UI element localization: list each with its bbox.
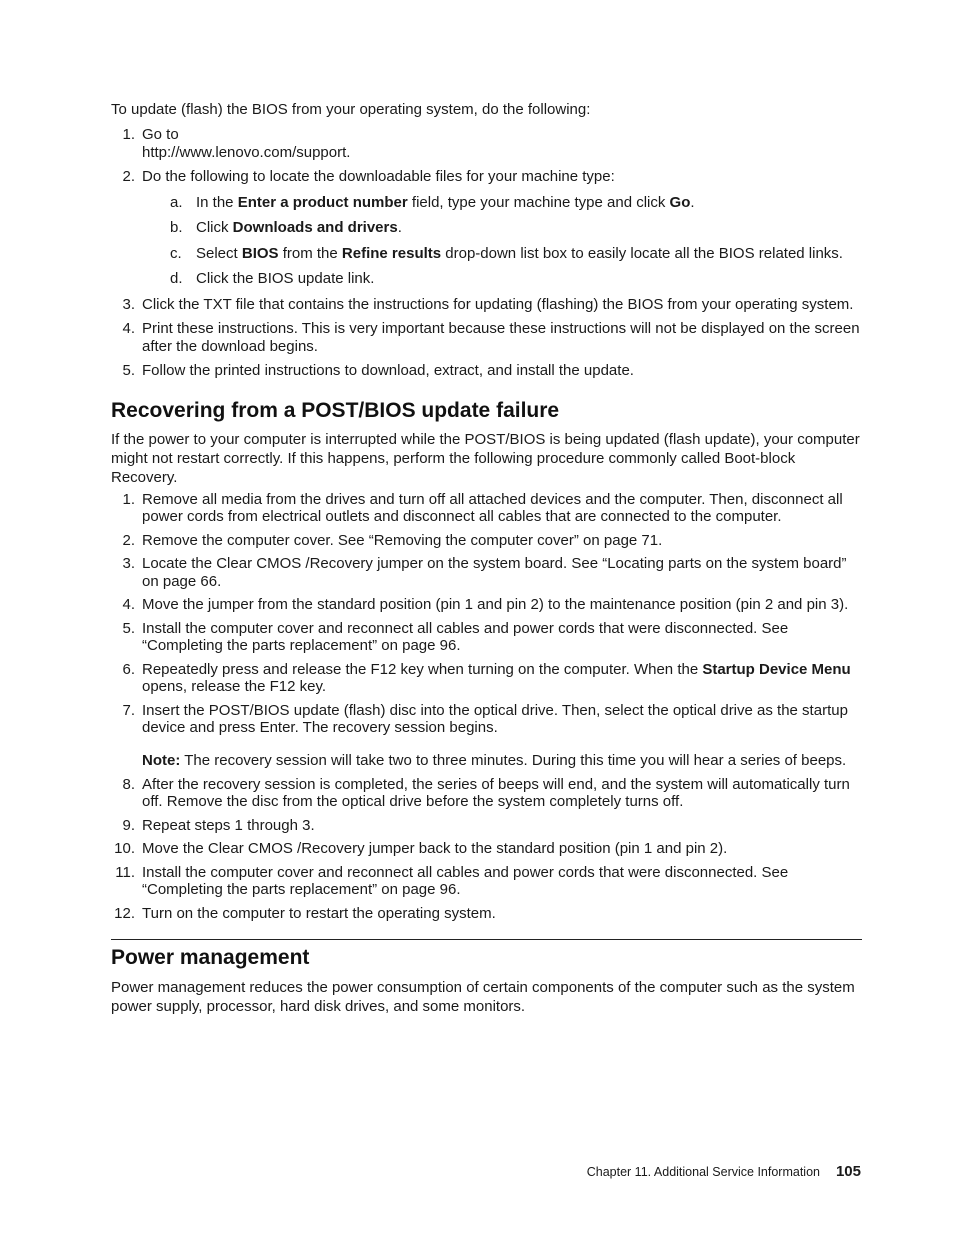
list-item-text	[142, 532, 662, 549]
list-item-text	[142, 555, 847, 590]
list-number: 1.	[122, 490, 135, 508]
list-item-text	[142, 168, 615, 185]
list-item	[111, 491, 862, 526]
bold-term: Downloads and drivers	[232, 219, 398, 236]
text-run: from the	[278, 244, 342, 262]
text-run: In the	[196, 193, 238, 211]
text-run: field, type your machine type and click	[407, 193, 670, 211]
list-item	[111, 817, 862, 835]
list-item-text	[142, 776, 850, 811]
list-number: 2.	[122, 168, 135, 185]
bold-term: Go	[669, 193, 691, 211]
note-label: Note:	[142, 751, 181, 769]
list-item	[142, 245, 862, 263]
sub-list	[142, 194, 862, 288]
list-item-text	[142, 661, 851, 696]
text-run: Repeatedly press and release the F12 key when turning on the computer. When the	[142, 660, 703, 678]
list-number: 5.	[122, 619, 135, 637]
note	[142, 752, 862, 770]
list-item-text	[196, 245, 843, 262]
list-item-text	[142, 905, 496, 922]
text-run: .	[690, 193, 695, 211]
document-page	[111, 101, 862, 1020]
list-item	[111, 776, 862, 811]
text-run: Repeat steps 1 through 3.	[142, 816, 315, 834]
recovery-intro: If the power to your computer is interrupted while the POST/BIOS is being updated (flash update), your computer might not restart correctly. If this happens, perform the following procedure commonly called Boot-block Recovery.	[111, 430, 860, 486]
text-run: Do the following to locate the downloadable files for your machine type:	[142, 168, 615, 185]
recovery-heading: Recovering from a POST/BIOS update failure	[111, 398, 560, 422]
recovery-steps-list	[111, 491, 862, 923]
text-run: Turn on the computer to restart the operating system.	[142, 904, 496, 922]
list-item-text	[142, 491, 843, 526]
list-number: 2.	[122, 531, 135, 549]
text-run: Move the jumper from the standard position (pin 1 and pin 2) to the maintenance position (pin 2 and pin 3).	[142, 596, 849, 613]
list-item	[111, 320, 862, 355]
list-number: 8.	[122, 775, 135, 793]
text-run: http://www.lenovo.com/support.	[142, 143, 351, 161]
list-item-text	[142, 596, 848, 613]
text-run: Go to	[142, 126, 179, 143]
list-item-text	[142, 817, 315, 834]
text-run: Move the Clear CMOS /Recovery jumper back to the standard position (pin 1 and pin 2).	[142, 840, 728, 857]
section-divider	[111, 939, 862, 940]
list-number: 7.	[122, 701, 135, 719]
intro-text: To update (flash) the BIOS from your operating system, do the following:	[111, 101, 591, 118]
footer-chapter: Chapter 11. Additional Service Information	[586, 1165, 820, 1179]
list-item-text	[142, 864, 788, 899]
list-number: 3.	[122, 295, 135, 313]
list-item-text	[196, 194, 695, 211]
list-item	[142, 270, 862, 288]
list-number: 5.	[122, 362, 135, 379]
text-run: .	[397, 219, 402, 236]
list-item-text	[196, 270, 374, 287]
text-run: Remove all media from the drives and turn off all attached devices and the computer. Then, disconnect all power cords from electrical outlets and disconnect all cables that are connected to the computer.	[142, 490, 843, 525]
text-run: Click the TXT file that contains the instructions for updating (flashing) the BIOS from your operating system.	[142, 295, 854, 313]
list-number: 1.	[122, 126, 135, 143]
list-item	[111, 362, 862, 380]
power-heading: Power management	[111, 946, 310, 969]
note-text: The recovery session will take two to three minutes. During this time you will hear a series of beeps.	[180, 751, 847, 769]
list-number: 9.	[122, 816, 135, 834]
text-run: Print these instructions. This is very important because these instructions will not be displayed on the screen after the download begins.	[142, 320, 860, 355]
bold-term: BIOS	[241, 244, 279, 262]
text-run: Follow the printed instructions to download, extract, and install the update.	[142, 362, 634, 379]
list-item-text	[142, 320, 860, 355]
list-number: 11.	[115, 863, 135, 881]
list-item	[111, 532, 862, 550]
page-footer	[587, 1163, 861, 1180]
list-number: b.	[170, 219, 183, 236]
text-run: After the recovery session is completed, the series of beeps will end, and the system will automatically turn off. Remove the disc from the optical drive before the system completely turns off.	[142, 775, 850, 810]
text-run: Select	[196, 244, 242, 262]
list-item	[111, 126, 862, 161]
list-item-text	[142, 126, 350, 161]
list-item-text	[142, 296, 853, 313]
list-item-text	[142, 840, 727, 857]
list-item	[111, 661, 862, 696]
list-item	[111, 296, 862, 314]
list-number: 12.	[114, 904, 135, 922]
text-run: opens, release the F12 key.	[142, 678, 326, 695]
list-item	[111, 840, 862, 858]
list-number: 4.	[122, 320, 135, 337]
bold-term: Refine results	[341, 244, 442, 262]
text-run: Remove the computer cover. See “Removing the computer cover” on page 71.	[142, 531, 663, 549]
list-item-text	[196, 219, 402, 236]
bold-term: Enter a product number	[237, 193, 408, 211]
flash-steps-list	[111, 126, 862, 380]
list-number: d.	[170, 270, 183, 287]
list-item	[142, 194, 862, 212]
list-number: c.	[170, 244, 182, 262]
text-run: Insert the POST/BIOS update (flash) disc into the optical drive. Then, select the optical drive as the startup device and press Enter. The recovery session begins.	[142, 701, 848, 736]
list-number: 10.	[114, 840, 135, 857]
bold-term: Startup Device Menu	[702, 660, 851, 678]
list-item	[111, 702, 862, 770]
list-number: a.	[170, 193, 183, 211]
power-text: Power management reduces the power consumption of certain components of the computer such as the system power supply, processor, hard disk drives, and some monitors.	[111, 979, 855, 1015]
list-item-text	[142, 362, 634, 379]
page-number: 105	[835, 1163, 861, 1180]
list-item	[111, 555, 862, 590]
list-number: 4.	[122, 596, 135, 613]
list-item	[111, 905, 862, 923]
text-run: Click the BIOS update link.	[196, 270, 375, 287]
list-item	[142, 219, 862, 237]
list-item	[111, 620, 862, 655]
text-run: Install the computer cover and reconnect all cables and power cords that were disconnected. See “Completing the parts replacement” on page 96.	[142, 863, 789, 898]
list-item	[111, 864, 862, 899]
list-item	[111, 168, 862, 288]
list-item	[111, 596, 862, 614]
list-item-text	[142, 620, 788, 655]
text-run: Locate the Clear CMOS /Recovery jumper on the system board. See “Locating parts on the system board” on page 66.	[142, 555, 847, 590]
list-number: 6.	[122, 660, 135, 678]
text-run: Click	[196, 219, 233, 236]
list-number: 3.	[122, 555, 135, 572]
text-run: drop-down list box to easily locate all the BIOS related links.	[441, 244, 843, 262]
text-run: Install the computer cover and reconnect all cables and power cords that were disconnected. See “Completing the parts replacement” on page 96.	[142, 619, 789, 654]
list-item-text	[142, 702, 848, 737]
